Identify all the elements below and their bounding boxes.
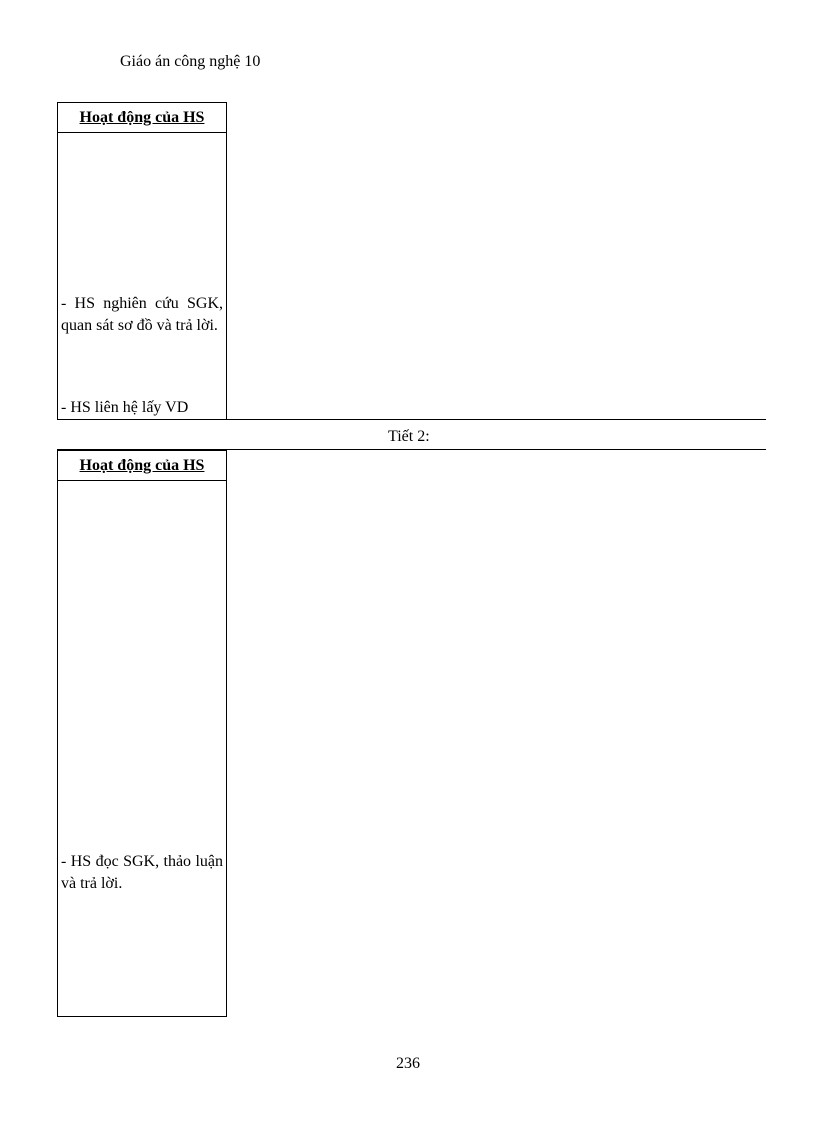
document-header-title: Giáo án công nghệ 10 [120, 53, 261, 70]
table-row: - HS đọc SGK, thảo luận và trả lời. [61, 853, 223, 892]
table-row: - HS liên hệ lấy VD [61, 399, 189, 416]
column-header: Hoạt động của HS [58, 451, 226, 481]
section-title: Tiết 2: [388, 428, 430, 445]
student-activity-table-2 [57, 450, 227, 1017]
table-bottom-rule [57, 419, 766, 420]
column-header: Hoạt động của HS [58, 103, 226, 133]
student-activity-table-1 [57, 102, 227, 420]
table-row: - HS nghiên cứu SGK, quan sát sơ đồ và trả lời. [61, 295, 223, 334]
page-number: 236 [396, 1055, 420, 1072]
